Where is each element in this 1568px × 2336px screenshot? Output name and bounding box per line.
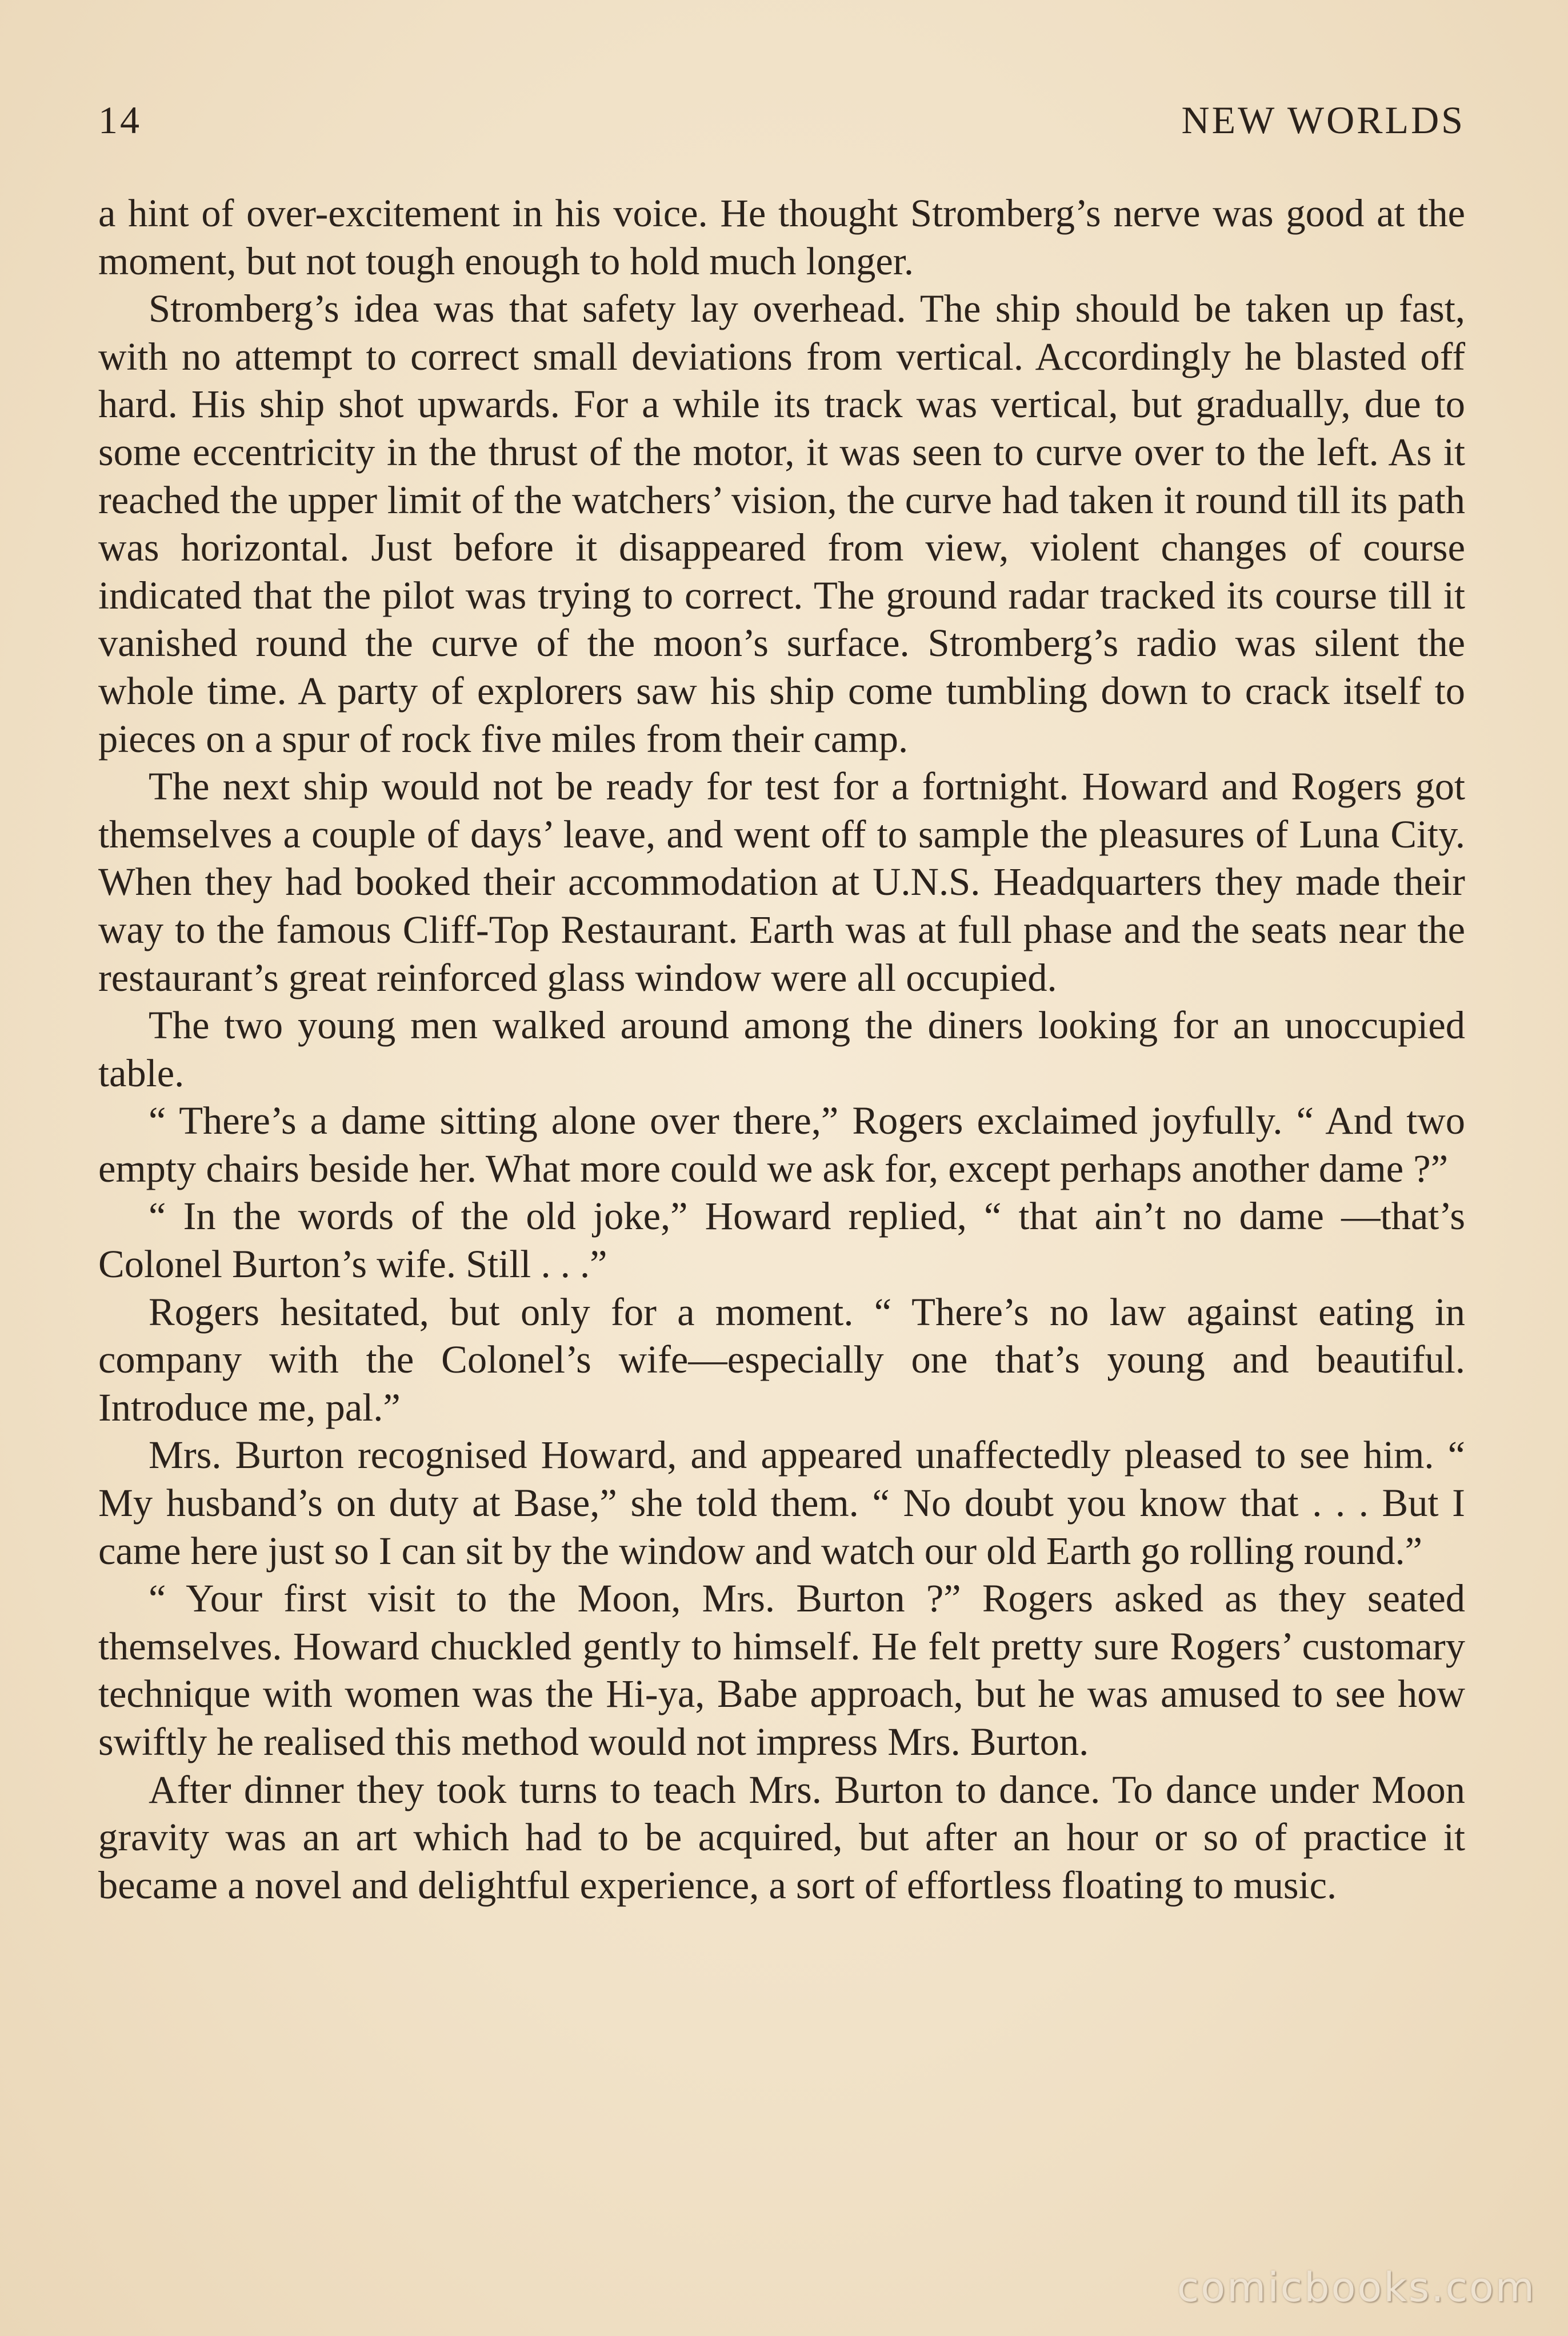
paragraph: a hint of over-excitement in his voice. He thought Stromberg’s nerve was good at the moment, but not tough enough to hold much longer.	[98, 191, 1465, 283]
body-text	[98, 190, 1465, 1909]
paragraph: “ Your first visit to the Moon, Mrs. Burton ?” Rogers asked as they seated themselves. Howard chuckled gently to himself. He felt pretty sure Rogers’ customary technique with women was the Hi-ya, Babe approach, but he was amused to see how swiftly he realised this method would not impress Mrs. Burton.	[98, 1577, 1465, 1763]
paragraph: “ In the words of the old joke,” Howard replied, “ that ain’t no dame —that’s Colonel Burton’s wife. Still . . .”	[98, 1194, 1465, 1286]
paragraph: The two young men walked around among the diners looking for an unoccupied table.	[98, 1003, 1465, 1095]
paragraph: After dinner they took turns to teach Mrs. Burton to dance. To dance under Moon gravity was an art which had to be acquired, but after an hour or so of practice it became a novel and delightful experience, a sort of effortless floating to music.	[98, 1767, 1465, 1907]
paragraph: Stromberg’s idea was that safety lay overhead. The ship should be taken up fast, with no attempt to correct small deviations from vertical. Accordingly he blasted off hard. His ship shot upwards. For a while its track was vertical, but gradually, due to some eccentricity in the thrust of the motor, it was seen to curve over to the left. As it reached the upper limit of the watchers’ vision, the curve had taken it round till its path was horizontal. Just before it disappeared from view, violent changes of course indicated that the pilot was trying to correct. The ground radar tracked its course till it vanished round the curve of the moon’s surface. Stromberg’s radio was silent the whole time. A party of explorers saw his ship come tumbling down to crack itself to pieces on a spur of rock five miles from their camp.	[98, 287, 1465, 761]
paragraph: Mrs. Burton recognised Howard, and appeared unaffectedly pleased to see him. “ My husband’s on duty at Base,” she told them. “ No doubt you know that . . . But I came here just so I can sit by the window and watch our old Earth go rolling round.”	[98, 1433, 1465, 1573]
running-head: NEW WORLDS	[1181, 98, 1465, 142]
paragraph: Rogers hesitated, but only for a moment. “ There’s no law against eating in company with the Colonel’s wife—especially one that’s young and beautiful. Introduce me, pal.”	[98, 1290, 1465, 1429]
paragraph: The next ship would not be ready for test for a fortnight. Howard and Rogers got themselves a couple of days’ leave, and went off to sample the pleasures of Luna City. When they had booked their accommodation at U.N.S. Headquarters they made their way to the famous Cliff-Top Restaurant. Earth was at full phase and the seats near the restaurant’s great reinforced glass window were all occupied.	[98, 765, 1465, 999]
page-number: 14	[98, 98, 142, 142]
watermark: comicbooks.com	[1177, 2264, 1536, 2311]
page-header	[98, 91, 1465, 149]
paragraph: “ There’s a dame sitting alone over there,” Rogers exclaimed joyfully. “ And two empty chairs beside her. What more could we ask for, except perhaps another dame ?”	[98, 1099, 1465, 1190]
